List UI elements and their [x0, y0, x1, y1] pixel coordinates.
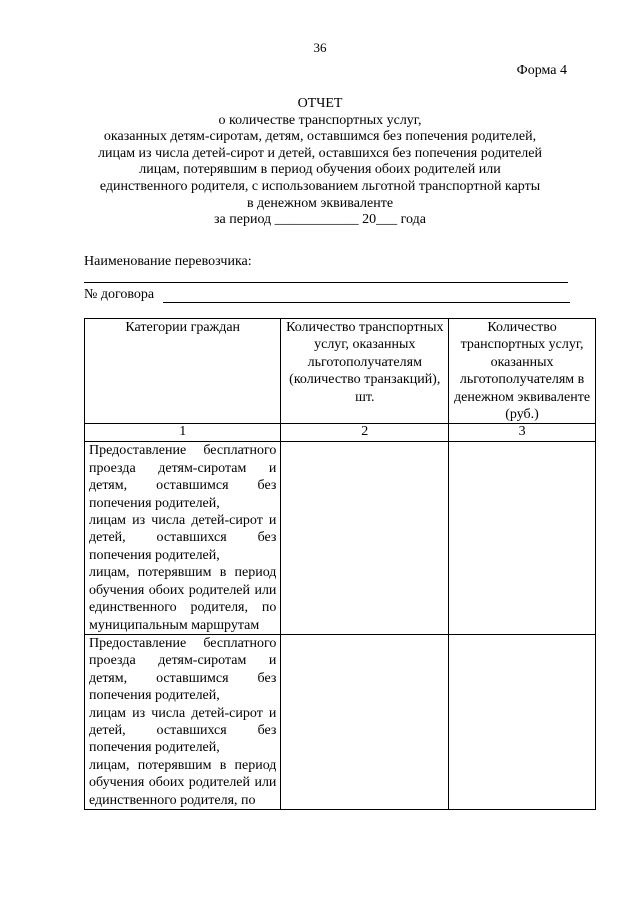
transactions-cell: [281, 442, 449, 634]
column-number: 3: [449, 424, 596, 442]
header-categories: Категории граждан: [85, 319, 281, 424]
title-line: в денежном эквиваленте: [246, 195, 394, 211]
title-line: о количестве транспортных услуг,: [218, 112, 422, 128]
title-line: единственного родителя, с использованием льготной транспортной карты: [99, 178, 541, 194]
table-row: [85, 634, 596, 809]
carrier-name-line: [84, 282, 568, 283]
category-text: Предоставление бесплатного проезда детям-сиротам и детям, оставшимся без попечения родителей,: [89, 635, 277, 704]
contract-number-line: [163, 302, 570, 303]
report-table: [84, 318, 596, 810]
page-number: 36: [313, 40, 327, 55]
contract-label: № договора: [84, 287, 155, 302]
carrier-label: Наименование перевозчика:: [84, 254, 252, 269]
table-row: [85, 442, 596, 634]
title-line: оказанных детям-сиротам, детям, оставшимся без попечения родителей,: [103, 129, 537, 145]
form-label: Форма 4: [516, 63, 567, 78]
category-text: лицам, потерявшим в период обучения обоих родителей или единственного родителя, по муниципальным маршрутам: [89, 565, 277, 633]
column-number: 2: [281, 424, 449, 442]
report-period: за период ____________ 20___ года: [214, 212, 426, 228]
title-line: лицам, потерявшим в период обучения обоих родителей или: [139, 162, 501, 178]
category-text: лицам из числа детей-сирот и детей, оставшихся без попечения родителей,: [89, 705, 277, 756]
header-transactions: Количество транспортных услуг, оказанных льготополучателям (количество транзакций), шт.: [281, 319, 449, 424]
column-number: 1: [85, 424, 281, 442]
category-text: лицам из числа детей-сирот и детей, оставшихся без попечения родителей,: [89, 513, 277, 563]
header-money-equivalent: Количество транспортных услуг, оказанных льготополучателям в денежном эквиваленте (руб.): [449, 319, 596, 424]
report-heading: ОТЧЕТ: [297, 96, 343, 111]
category-text: Предоставление бесплатного проезда детям-сиротам и детям, оставшимся без попечения родителей,: [89, 443, 277, 511]
money-cell: [449, 442, 596, 634]
title-line: лицам из числа детей-сирот и детей, оставшихся без попечения родителей: [98, 145, 542, 161]
money-cell: [449, 634, 596, 809]
column-number-row: [85, 424, 596, 442]
category-cell: [85, 634, 281, 809]
category-cell: [85, 442, 281, 634]
category-text: лицам, потерявшим в период обучения обоих родителей или единственного родителя, по: [89, 757, 277, 808]
report-title-block: [60, 96, 580, 229]
transactions-cell: [281, 634, 449, 809]
table-header-row: [85, 319, 596, 424]
